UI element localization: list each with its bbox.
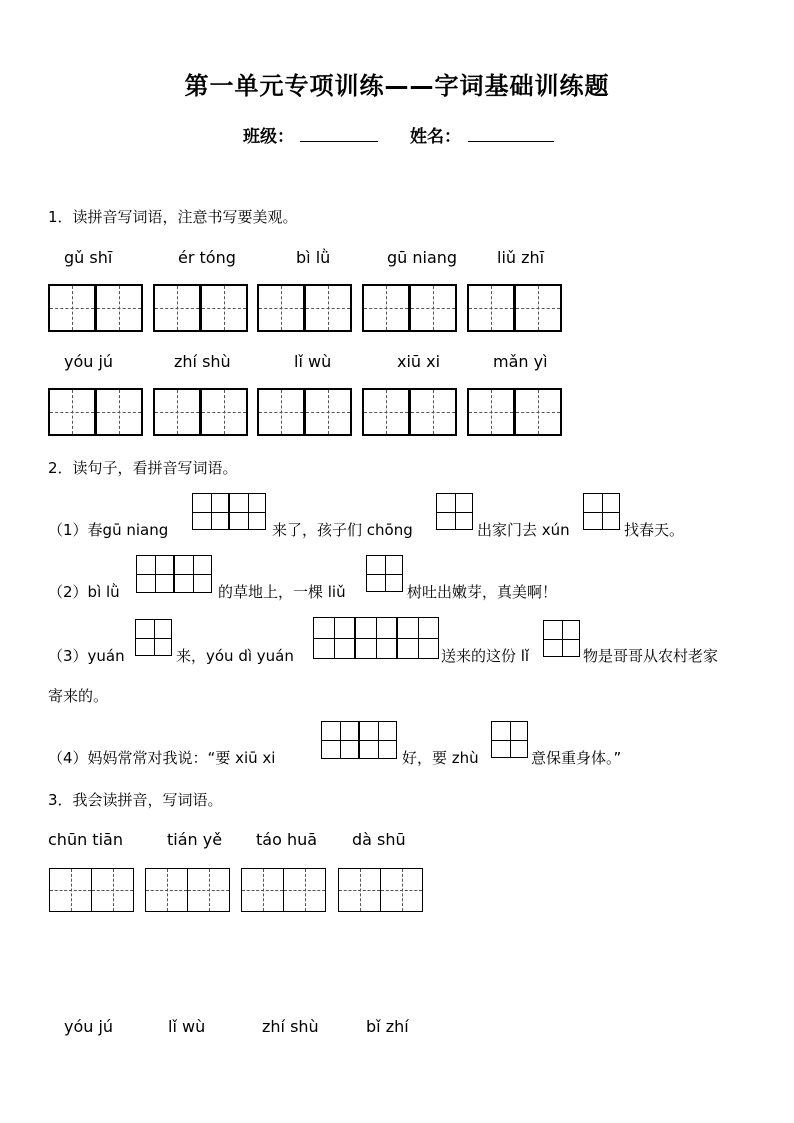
writing-cell[interactable] — [467, 284, 515, 332]
sentence-text: 来，yóu dì yuán — [176, 647, 294, 665]
answer-box[interactable] — [229, 493, 266, 530]
sentence-text: 送来的这份 lǐ — [441, 647, 530, 665]
sentence-text: 出家门去 xún — [477, 521, 570, 539]
pinyin-label: tián yě — [167, 830, 223, 849]
pinyin-label: mǎn yì — [493, 352, 548, 371]
writing-cell[interactable] — [514, 388, 562, 436]
sentence-text: 来了，孩子们 chōng — [272, 521, 413, 539]
writing-cell[interactable] — [48, 388, 96, 436]
writing-cell[interactable] — [304, 284, 352, 332]
writing-cell[interactable] — [283, 868, 326, 912]
answer-box[interactable] — [174, 555, 212, 593]
writing-cell[interactable] — [200, 388, 248, 436]
writing-cell[interactable] — [153, 388, 201, 436]
answer-box[interactable] — [359, 721, 397, 759]
writing-cell[interactable] — [257, 388, 305, 436]
answer-box[interactable] — [436, 493, 473, 530]
writing-cell[interactable] — [338, 868, 381, 912]
writing-cell[interactable] — [304, 388, 352, 436]
sentence-text: 意保重身体。” — [531, 749, 622, 767]
writing-cell[interactable] — [200, 284, 248, 332]
pinyin-label: lǐ wù — [168, 1017, 206, 1036]
sentence-text: 树吐出嫩芽，真美啊！ — [407, 583, 558, 601]
writing-cell[interactable] — [257, 284, 305, 332]
pinyin-label: chūn tiān — [48, 830, 123, 849]
pinyin-label: lǐ wù — [294, 352, 332, 371]
writing-cell[interactable] — [48, 284, 96, 332]
sentence-text: 物是哥哥从农村老家 — [583, 647, 719, 665]
writing-cell[interactable] — [409, 388, 457, 436]
answer-box[interactable] — [136, 555, 174, 593]
writing-cell[interactable] — [362, 284, 410, 332]
class-label: 班级： — [243, 127, 294, 147]
writing-cell[interactable] — [187, 868, 230, 912]
pinyin-label: yóu jú — [64, 1017, 114, 1036]
pinyin-label: bì lǜ — [296, 248, 331, 267]
answer-box[interactable] — [135, 619, 172, 656]
class-field[interactable] — [300, 141, 378, 142]
sentence-text: （3）yuán — [48, 647, 125, 665]
writing-cell[interactable] — [91, 868, 134, 912]
pinyin-label: dà shū — [352, 830, 406, 849]
sentence-text: 好，要 zhù — [402, 749, 479, 767]
answer-box[interactable] — [313, 617, 355, 659]
answer-box[interactable] — [583, 493, 620, 530]
pinyin-label: liǔ zhī — [497, 248, 545, 267]
answer-box[interactable] — [355, 617, 397, 659]
writing-cell[interactable] — [467, 388, 515, 436]
pinyin-label: bǐ zhí — [366, 1017, 409, 1036]
answer-box[interactable] — [192, 493, 229, 530]
writing-cell[interactable] — [153, 284, 201, 332]
writing-cell[interactable] — [409, 284, 457, 332]
pinyin-label: zhí shù — [262, 1017, 319, 1036]
pinyin-label: ér tóng — [178, 248, 236, 267]
sentence-text: （1）春gū niang — [48, 521, 169, 539]
answer-box[interactable] — [543, 620, 580, 657]
pinyin-label: gū niang — [387, 248, 458, 267]
sentence-text: 寄来的。 — [48, 687, 109, 705]
writing-cell[interactable] — [49, 868, 92, 912]
q3-prompt: 3．我会读拼音，写词语。 — [48, 791, 223, 809]
answer-box[interactable] — [397, 617, 439, 659]
name-label: 姓名： — [410, 127, 461, 147]
answer-box[interactable] — [366, 555, 403, 592]
pinyin-label: yóu jú — [64, 352, 114, 371]
q1-prompt: 1．读拼音写词语，注意书写要美观。 — [48, 208, 298, 226]
writing-cell[interactable] — [241, 868, 284, 912]
sentence-text: （4）妈妈常常对我说：“要 xiū xi — [48, 749, 276, 767]
writing-cell[interactable] — [145, 868, 188, 912]
writing-cell[interactable] — [514, 284, 562, 332]
pinyin-label: táo huā — [256, 830, 318, 849]
writing-cell[interactable] — [95, 284, 143, 332]
name-field[interactable] — [468, 141, 554, 142]
q2-prompt: 2．读句子，看拼音写词语。 — [48, 459, 238, 477]
writing-cell[interactable] — [95, 388, 143, 436]
page-title: 第一单元专项训练——字词基础训练题 — [184, 72, 610, 100]
pinyin-label: gǔ shī — [64, 248, 113, 267]
writing-cell[interactable] — [380, 868, 423, 912]
sentence-text: 找春天。 — [624, 521, 685, 539]
answer-box[interactable] — [321, 721, 359, 759]
pinyin-label: xiū xi — [397, 352, 441, 371]
writing-cell[interactable] — [362, 388, 410, 436]
sentence-text: （2）bì lǜ — [48, 583, 120, 601]
pinyin-label: zhí shù — [174, 352, 231, 371]
sentence-text: 的草地上，一棵 liǔ — [218, 583, 346, 601]
answer-box[interactable] — [491, 721, 528, 758]
